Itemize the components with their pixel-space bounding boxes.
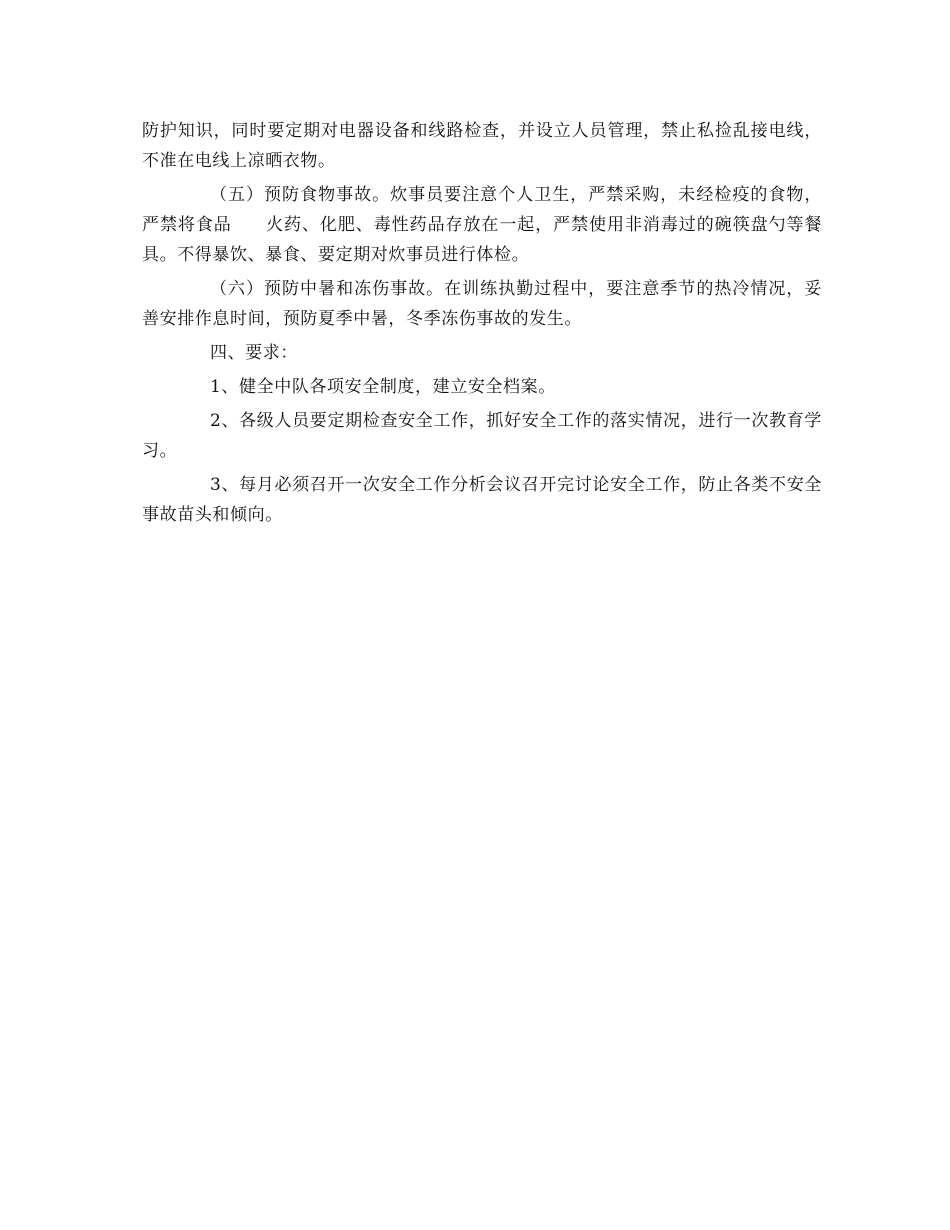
document-body [142,116,822,534]
requirement-item-2: 2、各级人员要定期检查安全工作，抓好安全工作的落实情况，进行一次教育学习。 [142,411,822,461]
requirement-item-1: 1、健全中队各项安全制度，建立安全档案。 [210,377,556,397]
paragraph-food-safety-part-b: 火药、化肥、毒性药品存放在一起，严禁使用非消毒过的碗筷盘勺等餐具。不得暴饮、暴食、要定期对炊事员进行体检。 [142,215,823,265]
requirement-item-3: 3、每月必须召开一次安全工作分析会议召开完讨论安全工作，防止各类不安全事故苗头和倾向。 [142,475,822,525]
paragraph-electrical-safety: 防护知识，同时要定期对电器设备和线路检查，并设立人员管理，禁止私捡乱接电线，不准在电线上凉晒衣物。 [142,121,822,171]
paragraph-food-safety [142,180,822,270]
section-heading-requirements: 四、要求： [210,343,298,363]
paragraph-food-safety-part-a: （五）预防食物事故。炊事员要注意个人卫生，严禁采购，未经检疫的食物，严禁将食品 [142,185,822,235]
paragraph-heat-cold-safety: （六）预防中暑和冻伤事故。在训练执勤过程中，要注意季节的热冷情况，妥善安排作息时间，预防夏季中暑，冬季冻伤事故的发生。 [142,279,822,329]
